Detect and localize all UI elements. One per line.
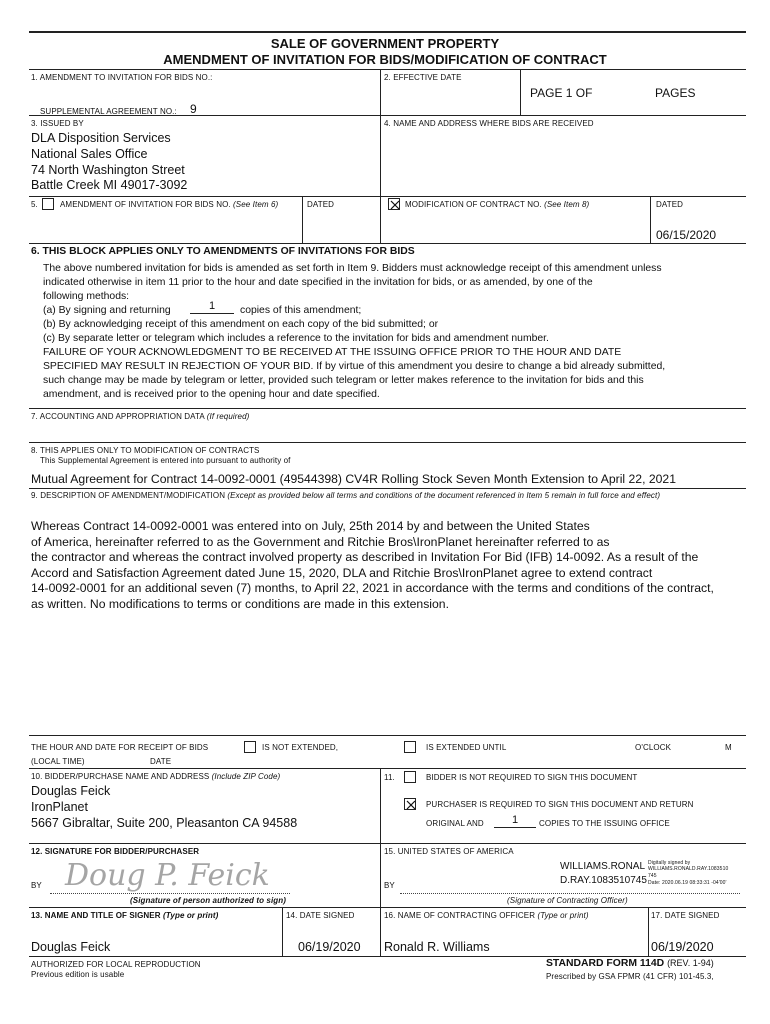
divider (380, 196, 381, 244)
bidder-signature (55, 853, 295, 895)
block17-value[interactable]: 06/19/2020 (651, 940, 714, 954)
form-title: SALE OF GOVERNMENT PROPERTY (270, 36, 500, 51)
item1-label: 1. AMENDMENT TO INVITATION FOR BIDS NO.: (31, 73, 213, 82)
divider (650, 196, 651, 244)
divider (302, 196, 303, 244)
block16-label: 16. NAME OF CONTRACTING OFFICER (Type or print) (384, 911, 589, 920)
divider (520, 69, 521, 115)
block9-line-2[interactable]: of America, hereinafter referred to as the Government and Ritchie Bros\IronPlanet hereinafter referred to as (31, 535, 610, 549)
block6-line-4b: copies of this amendment; (240, 305, 362, 316)
block6-copies-value[interactable]: 1 (190, 300, 234, 314)
pages-label: PAGES (655, 86, 696, 100)
issued-by-line-2[interactable]: National Sales Office (31, 147, 148, 161)
footer-previous: Previous edition is usable (31, 970, 125, 979)
block11-num: 11. (384, 773, 395, 782)
block6-line-9: such change may be made by telegram or letter, provided such telegram or letter makes reference to the invitation for bids and this (43, 375, 644, 386)
digital-small-4: Date: 2020.06.19 08:33:31 -04'00' (648, 880, 727, 886)
not-required-checkbox[interactable] (404, 771, 416, 783)
block9-line-6[interactable]: as written. No modifications to terms or conditions are made in this extension. (31, 597, 449, 611)
dated-label-1: DATED (307, 200, 335, 209)
amendment-checkbox[interactable] (42, 198, 54, 210)
block6-line-6: (c) By separate letter or telegram which includes a reference to the invitation for bids and amendment number. (43, 333, 549, 344)
block6-line-10: amendment, and is received prior to the opening hour and date specified. (43, 389, 380, 400)
form-subtitle: AMENDMENT OF INVITATION FOR BIDS/MODIFICATION OF CONTRACT (163, 52, 607, 67)
issued-by-label: 3. ISSUED BY (31, 119, 84, 128)
block7-label: 7. ACCOUNTING AND APPROPRIATION DATA (If required) (31, 412, 250, 421)
page-label: PAGE 1 OF (530, 86, 593, 100)
supplemental-value[interactable]: 9 (190, 102, 197, 116)
issued-by-line-4[interactable]: Battle Creek MI 49017-3092 (31, 178, 188, 192)
block6-line-4a: (a) By signing and returning (43, 305, 171, 316)
issued-by-line-1[interactable]: DLA Disposition Services (31, 131, 171, 145)
divider (380, 768, 381, 908)
divider (648, 907, 649, 957)
block6-line-5: (b) By acknowledging receipt of this amendment on each copy of the bid submitted; or (43, 319, 439, 330)
block15-caption: (Signature of Contracting Officer) (507, 896, 628, 905)
block6-line-7: FAILURE OF YOUR ACKNOWLEDGMENT TO BE RECEIVED AT THE ISSUING OFFICE PRIOR TO THE HOUR AND DATE (43, 347, 622, 358)
copies-to-label: COPIES TO THE ISSUING OFFICE (539, 819, 670, 828)
block9-line-1[interactable]: Whereas Contract 14-0092-0001 was entered into on July, 25th 2014 by and between the United States (31, 519, 590, 533)
not-required-label: BIDDER IS NOT REQUIRED TO SIGN THIS DOCUMENT (426, 773, 638, 782)
rule (29, 196, 746, 197)
digital-name-1: WILLIAMS.RONAL (560, 861, 646, 872)
rule (29, 408, 746, 409)
divider (282, 907, 283, 957)
supplemental-label: SUPPLEMENTAL AGREEMENT NO.: (40, 107, 177, 116)
block6-line-8: SPECIFIED MAY RESULT IN REJECTION OF YOUR BID. If by virtue of this amendment you desire to change a bid already submitted, (43, 361, 666, 372)
rule (400, 893, 740, 894)
rule (50, 893, 290, 894)
item4-label: 4. NAME AND ADDRESS WHERE BIDS ARE RECEIVED (384, 119, 594, 128)
block13-value[interactable]: Douglas Feick (31, 940, 111, 954)
block10-line-3[interactable]: 5667 Gibraltar, Suite 200, Pleasanton CA 94588 (31, 816, 298, 830)
rule (29, 768, 746, 769)
block12-label: 12. SIGNATURE FOR BIDDER/PURCHASER (31, 847, 200, 856)
footer-form-name: STANDARD FORM 114D (REV. 1-94) (546, 958, 714, 969)
rule (29, 907, 746, 908)
block12-sig-caption: (Signature of person authorized to sign) (130, 896, 286, 905)
block11-copies-value[interactable]: 1 (494, 814, 536, 828)
block9-label: 9. DESCRIPTION OF AMENDMENT/MODIFICATION (Except as provided below all terms and conditions of the document referenced in Item 5 remain in full force and effect) (31, 491, 661, 500)
receipt-date: DATE (150, 757, 172, 766)
required-checkbox[interactable] (404, 798, 416, 810)
block9-line-5[interactable]: 14-0092-0001 for an additional seven (7) months, to April 22, 2021 in accordance with the terms and conditions of the contract, (31, 581, 714, 595)
digital-small-3: 745 (648, 873, 657, 879)
amendment-label: AMENDMENT OF INVITATION FOR BIDS NO. (See Item 6) (60, 200, 279, 209)
block6-line-1: The above numbered invitation for bids is amended as set forth in Item 9. Bidders must acknowledge receipt of this amendment unless (43, 263, 662, 274)
issued-by-line-3[interactable]: 74 North Washington Street (31, 163, 185, 177)
block9-line-4[interactable]: Accord and Satisfaction Agreement dated June 15, 2020, DLA and Ritchie Bros\IronPlanet agree to extend contract (31, 566, 653, 580)
block6-line-3: following methods: (43, 291, 130, 302)
block8-sublabel: This Supplemental Agreement is entered into pursuant to authority of (40, 456, 291, 465)
block17-label: 17. DATE SIGNED (651, 911, 720, 920)
block10-label: 10. BIDDER/PURCHASE NAME AND ADDRESS (Include ZIP Code) (31, 772, 281, 781)
receipt-hour-label: THE HOUR AND DATE FOR RECEIPT OF BIDS (31, 743, 209, 752)
rule (29, 115, 746, 116)
divider (380, 907, 381, 957)
rule (29, 843, 746, 844)
footer-prescribed: Prescribed by GSA FPMR (41 CFR) 101-45.3, (546, 972, 714, 981)
rule (29, 735, 746, 736)
block8-value[interactable]: Mutual Agreement for Contract 14-0092-0001 (49544398) CV4R Rolling Stock Seven Month Extension to April 22, 2021 (31, 472, 676, 486)
m-label: M (725, 743, 732, 752)
block9-line-3[interactable]: the contractor and whereas the contract involved property as described in Invitation For Bid (IFB) 14-0092. As a result of the (31, 550, 699, 564)
modification-label: MODIFICATION OF CONTRACT NO. (See Item 8) (405, 200, 590, 209)
digital-small-1: Digitally signed by (648, 860, 691, 866)
receipt-local-time: (LOCAL TIME) (31, 757, 85, 766)
item5-num: 5. (31, 200, 38, 209)
block15-label: 15. UNITED STATES OF AMERICA (384, 847, 514, 856)
footer-authorized: AUTHORIZED FOR LOCAL REPRODUCTION (31, 960, 201, 969)
block6-line-2: indicated otherwise in item 11 prior to the hour and date specified in the invitation for bids, or as amended, by one of the (43, 277, 593, 288)
rule (29, 442, 746, 443)
digital-small-2: WILLIAMS.RONALD.RAY.1083510 (648, 866, 729, 872)
checkmark-x-icon (389, 199, 401, 211)
modification-checkbox[interactable] (388, 198, 400, 210)
divider (380, 69, 381, 199)
block14-value[interactable]: 06/19/2020 (298, 940, 361, 954)
digital-name-2: D.RAY.1083510745 (560, 875, 647, 886)
rule (29, 69, 746, 70)
not-extended-label: IS NOT EXTENDED, (262, 743, 339, 752)
dated-label-2: DATED (656, 200, 684, 209)
item2-label: 2. EFFECTIVE DATE (384, 73, 462, 82)
checkmark-x-icon (405, 799, 417, 811)
block12-by: BY (31, 881, 42, 890)
original-and-label: ORIGINAL AND (426, 819, 484, 828)
block15-by: BY (384, 881, 395, 890)
block8-label: 8. THIS APPLIES ONLY TO MODIFICATION OF CONTRACTS (31, 446, 260, 455)
oclock-label: O'CLOCK (635, 743, 672, 752)
block6-heading: 6. THIS BLOCK APPLIES ONLY TO AMENDMENTS OF INVITATIONS FOR BIDS (31, 246, 415, 257)
extended-checkbox[interactable] (404, 741, 416, 753)
block14-label: 14. DATE SIGNED (286, 911, 355, 920)
block16-value[interactable]: Ronald R. Williams (384, 940, 490, 954)
required-label: PURCHASER IS REQUIRED TO SIGN THIS DOCUMENT AND RETURN (426, 800, 694, 809)
block13-label: 13. NAME AND TITLE OF SIGNER (Type or print) (31, 911, 219, 920)
not-extended-checkbox[interactable] (244, 741, 256, 753)
top-rule (29, 31, 746, 33)
bidder-signature-text: Doug P. Feick (65, 858, 270, 893)
rule (29, 488, 746, 489)
block10-line-1[interactable]: Douglas Feick (31, 784, 111, 798)
block10-line-2[interactable]: IronPlanet (31, 800, 88, 814)
dated-value-2[interactable]: 06/15/2020 (656, 228, 717, 242)
rule (29, 956, 746, 957)
rule (29, 243, 746, 244)
extended-until-label: IS EXTENDED UNTIL (426, 743, 507, 752)
